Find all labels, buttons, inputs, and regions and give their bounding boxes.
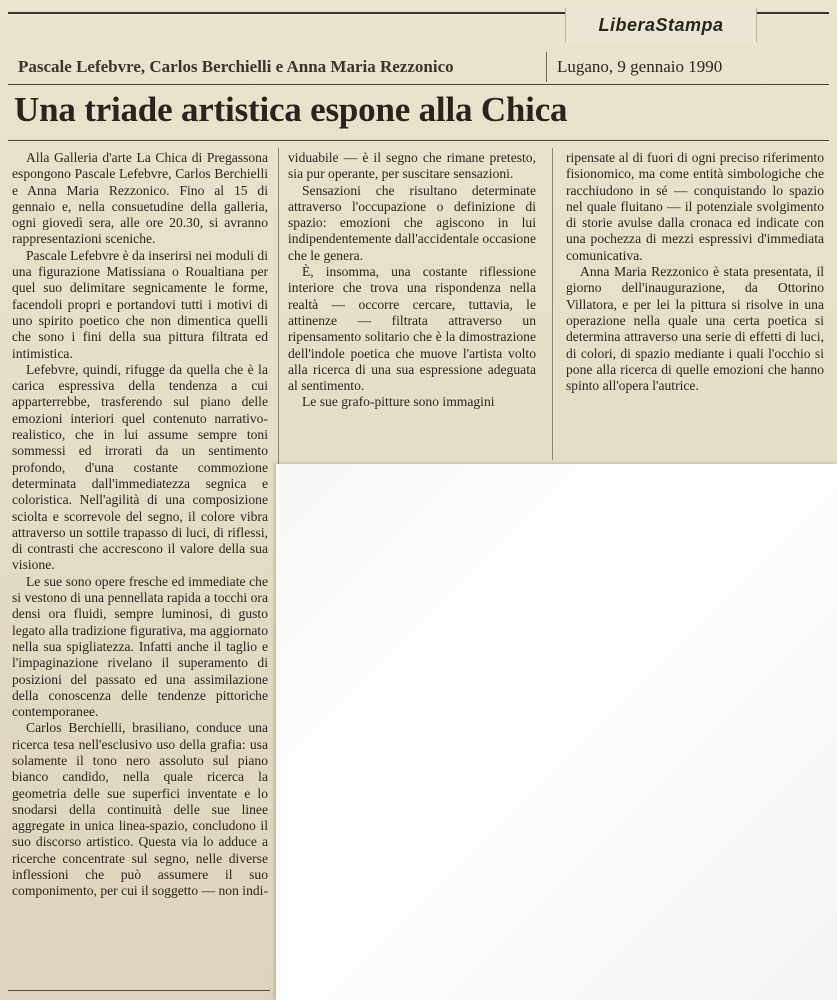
- paragraph: Pascale Lefebvre è da inserirsi nei moduli di una figurazione Matissiana o Roualtiana per quel suo delimitare segnicamente le forme, facendoli propri e portandovi tutti i motivi di uno spirito poetico che non dimentica quelli che sono i fini della sua pittura filtrata ed intimistica.: [12, 247, 268, 361]
- paragraph: Alla Galleria d'arte La Chica di Pregassona espongono Pascale Lefebvre, Carlos Berchielli e Anna Maria Rezzonico. Fino al 15 di gennaio e, nella consuetudine della galleria, ogni giovedì sera, alle ore 20.30, si avranno rappresentazioni sceniche.: [12, 150, 268, 247]
- bottom-rule: [8, 990, 270, 991]
- paragraph: Sensazioni che risultano determinate attraverso l'occupazione o definizione di spazio: emozioni che agiscono in lui indipendentemente dall'accidentale occasione che le genera.: [288, 182, 536, 263]
- byline-rule: [8, 84, 829, 85]
- article-column-1: [12, 150, 268, 900]
- masthead-text: LiberaStampa: [598, 14, 724, 35]
- headline: Una triade artistica espone alla Chica: [14, 90, 568, 129]
- headline-rule: [8, 140, 829, 141]
- article-column-2: [288, 150, 536, 411]
- paragraph: Le sue sono opere fresche ed immediate che si vestono di una pennellata rapida a tocchi ora densi ora fluidi, sempre luminosi, di gusto legato alla tradizione figurativa, ma aggiornato nella sua spigliatezza. Infatti anche il taglio e l'impaginazione rivelano il superamento di posizioni del passato ed una assimilazione della conoscenza delle tendenze pittoriche contemporanee.: [12, 573, 268, 720]
- byline: Pascale Lefebvre, Carlos Berchielli e Anna Maria Rezzonico: [18, 57, 454, 76]
- byline-row: [12, 52, 757, 82]
- paragraph: Le sue grafo-pitture sono immagini: [302, 394, 495, 410]
- dateline: Lugano, 9 gennaio 1990: [546, 52, 757, 82]
- column-divider: [552, 148, 553, 460]
- paragraph: ripensate al di fuori di ogni preciso riferimento fisionomico, ma come entità simbologiche che racchiudono in sé — conquistando lo spazio nel quale fluitano — il potenziale svolgimento di storie avulse dalla cronaca ed indicate con una pochezza di mezzi espressivi d'immediata comunicativa.: [566, 150, 824, 263]
- paragraph: Carlos Berchielli, brasiliano, conduce una ricerca tesa nell'esclusivo uso della grafia: usa solamente il tono nero assoluto sul piano bianco candido, nella quale ricerca la geometria delle sue superfici inventate e lo snodarsi della continuità delle sue linee aggregate in unica linea-spazio, concludono il suo discorso artistico. Questa via lo adduce a ricerche concentrate sul segno, nelle diverse inflessioni che può assumere il suo componimento, per cui il soggetto — non indi-: [12, 720, 268, 899]
- paragraph: Anna Maria Rezzonico è stata presentata, il giorno dell'inaugurazione, da Ottorino Villatora, e per lei la pittura si risolve in una operazione nella quale una certa poetica si determina attraverso una serie di effetti di luci, di colori, di spazio mediante i quali l'occhio si pone alla ricerca di quelle emozioni che hanno spinto all'opera l'autrice.: [566, 264, 824, 394]
- masthead-logo: [565, 8, 757, 42]
- paragraph: Lefebvre, quindi, rifugge da quella che è la carica espressiva della tendenza a cui apparterrebbe, trasferendo sul piano delle emozioni interiori quel contenuto narrativo-realistico, che in lui assume sempre toni sommessi ed irrorati da un sentimento profondo, d'una costante commozione determinata dall'immediatezza segnica e coloristica. Nell'agilità di una composizione sciolta e scorrevole del segno, il colore vibra attraverso un sottile trapasso di luci, di riflessi, di contrasti che accrescono il valore della sua visione.: [12, 361, 268, 573]
- blank-paper-overlay: [276, 464, 837, 1000]
- paragraph: È, insomma, una costante riflessione interiore che trova una rispondenza nella realtà — occorre cercare, tuttavia, le attinenze — filtrata attraverso un ripensamento solitario che è la dimostrazione dell'indole poetica che muove l'artista volto alla ricerca di una sua espressione adeguata al sentimento.: [288, 264, 536, 394]
- paragraph: viduabile — è il segno che rimane pretesto, sia pur operante, per suscitare sensazioni.: [288, 150, 536, 182]
- article-column-3: [566, 150, 824, 394]
